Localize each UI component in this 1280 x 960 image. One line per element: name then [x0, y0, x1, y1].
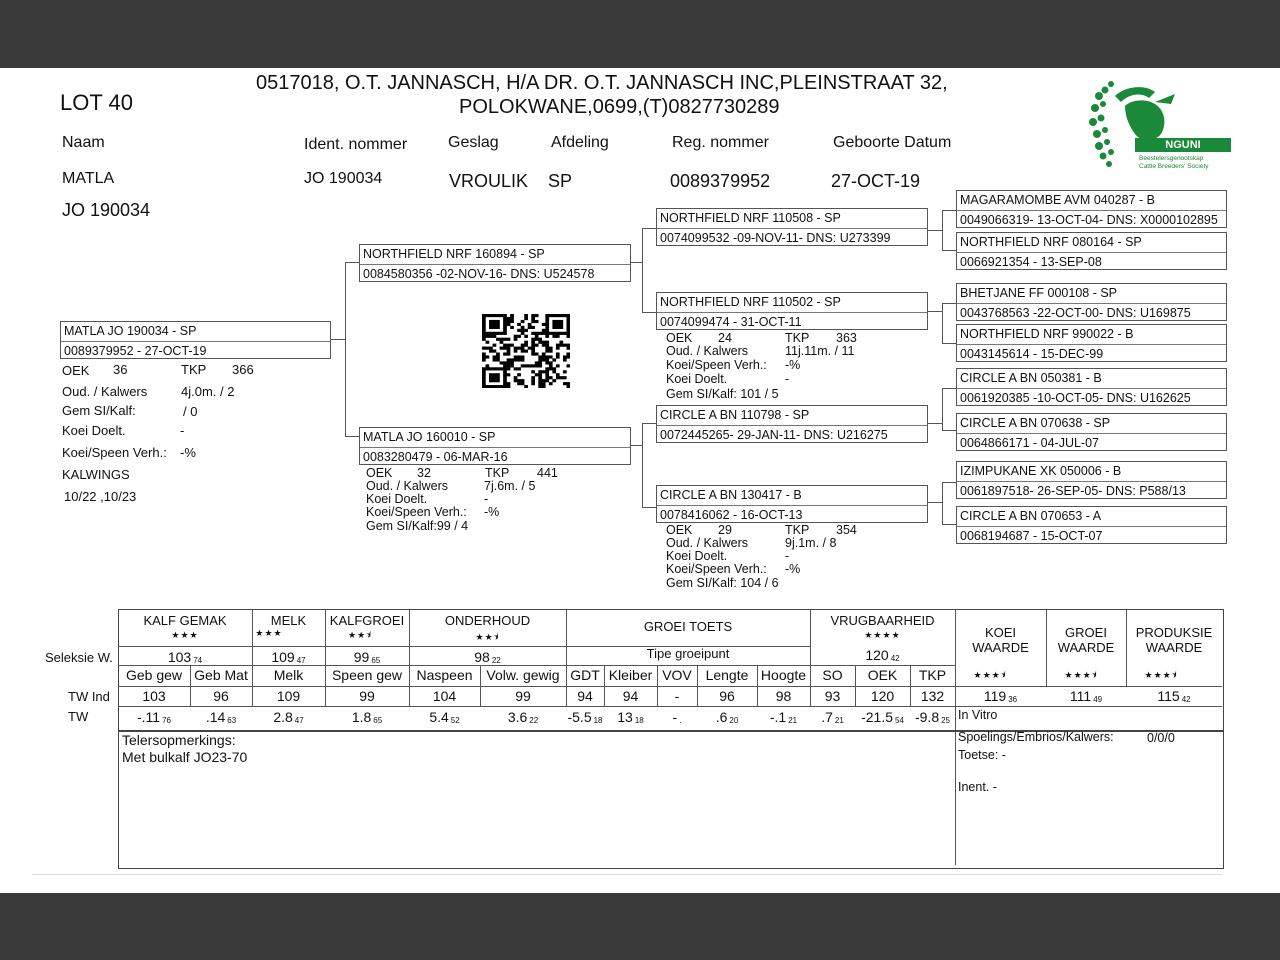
- row-label-seleksie: Seleksie W.: [45, 650, 113, 665]
- seleksie-kalf-gemak: 103 74: [167, 649, 203, 665]
- subject-name: MATLA JO 190034 - SP: [64, 324, 197, 338]
- inent: Inent. -: [958, 780, 997, 794]
- group-vrugbaarheid: VRUGBAARHEID: [830, 613, 935, 628]
- subject-speen-label: Koei/Speen Verh.:: [62, 445, 167, 460]
- gp-reg: 0078416062 - 16-OCT-13: [660, 508, 803, 522]
- stars-groei-waarde: ★★★⯨: [1064, 670, 1098, 680]
- subject-gem-label: Gem SI/Kalf:: [62, 403, 136, 418]
- gp2-gem: Gem SI/Kalf: 101 / 5: [666, 387, 779, 401]
- animal-tattoo: JO 190034: [62, 200, 151, 220]
- sire-name: NORTHFIELD NRF 160894 - SP: [363, 247, 545, 261]
- subject-tkp-label: TKP: [181, 362, 207, 377]
- koei-waarde-l1: KOEI: [984, 625, 1017, 640]
- ggp-name: CIRCLE A BN 050381 - B: [960, 371, 1102, 385]
- stars-produksie-waarde: ★★★⯨: [1144, 670, 1178, 680]
- gp-reg: 0074099532 -09-NOV-11- DNS: U273399: [660, 231, 891, 245]
- lot-number: LOT 40: [60, 90, 133, 115]
- gp2-oek-label: OEK: [666, 331, 693, 345]
- ggp-box-2: [956, 232, 1227, 270]
- qr-code: [482, 314, 570, 388]
- twind-value: 132: [920, 688, 945, 704]
- group-groei-toets: GROEI TOETS: [643, 619, 733, 634]
- produksie-waarde-l2: WAARDE: [1145, 640, 1203, 655]
- subject-tkp: 366: [232, 362, 254, 377]
- subject-oek: 36: [113, 362, 128, 377]
- ggp-name: NORTHFIELD NRF 080164 - SP: [960, 235, 1142, 249]
- animal-reg: 0089379952: [670, 171, 771, 191]
- twind-value: 96: [719, 688, 735, 704]
- gp2-speen: -%: [785, 358, 801, 372]
- logo-line-1: Beestelersgenootskap: [1139, 155, 1204, 162]
- dam-oud-label: Oud. / Kalwers: [366, 479, 448, 493]
- col-header: Volw. gewig: [486, 667, 560, 683]
- ggp-name: CIRCLE A BN 070638 - SP: [960, 416, 1111, 430]
- gp4-gem: Gem SI/Kalf: 104 / 6: [666, 576, 779, 590]
- header-geslag: Geslag: [448, 134, 499, 151]
- tw-value: .7 21: [821, 709, 844, 725]
- ggp-name: MAGARAMOMBE AVM 040287 - B: [960, 193, 1155, 207]
- nguni-logo: [1085, 76, 1235, 180]
- gp2-oek: 24: [718, 331, 732, 345]
- gp-box-4: [656, 485, 928, 523]
- twind-value: 104: [432, 688, 457, 704]
- gp4-oud: 9j.1m. / 8: [785, 536, 837, 550]
- spoelings-value: 0/0/0: [1147, 731, 1175, 745]
- ggp-box-5: [956, 368, 1227, 406]
- sire-reg: 0084580356 -02-NOV-16- DNS: U524578: [363, 267, 595, 281]
- ggp-reg: 0043768563 -22-OCT-00- DNS: U169875: [960, 306, 1191, 320]
- owner-line-2: POLOKWANE,0699,(T)0827730289: [459, 96, 780, 118]
- tw-value: 2.8 47: [273, 709, 304, 725]
- groei-waarde-l1: GROEI: [1065, 625, 1107, 640]
- gp-name: NORTHFIELD NRF 110502 - SP: [660, 295, 841, 309]
- row-label-twind: TW Ind: [68, 689, 110, 704]
- stars-kalf-gemak: ★★★: [171, 630, 199, 640]
- kalwings-value: 10/22 ,10/23: [64, 489, 137, 504]
- col-header: Speen gew: [331, 667, 403, 683]
- ggp-name: BHETJANE FF 000108 - SP: [960, 286, 1118, 300]
- waarde-value: 119 36: [983, 688, 1018, 704]
- seleksie-onderhoud: 98 22: [474, 649, 501, 665]
- logo-name: NGUNI: [1165, 139, 1201, 151]
- col-header: VOV: [662, 667, 692, 683]
- tw-value: -.1 21: [769, 709, 798, 725]
- remarks-text: Met bulkalf JO23-70: [122, 749, 248, 765]
- dam-name: MATLA JO 160010 - SP: [363, 430, 496, 444]
- ggp-box-3: [956, 283, 1227, 321]
- gp2-koei: -: [785, 372, 790, 386]
- gp2-tkp: 363: [836, 331, 857, 345]
- col-header: TKP: [918, 667, 947, 683]
- ggp-box-1: [956, 190, 1227, 228]
- col-header: OEK: [867, 667, 898, 683]
- gp4-koei-label: Koei Doelt.: [666, 549, 728, 563]
- header-afdeling: Afdeling: [551, 134, 609, 151]
- subject-reg: 0089379952 - 27-OCT-19: [64, 344, 207, 358]
- tw-value: - .: [672, 709, 682, 725]
- groei-waarde-l2: WAARDE: [1057, 640, 1115, 655]
- twind-value: 98: [775, 688, 792, 704]
- ggp-reg: 0064866171 - 04-JUL-07: [960, 436, 1099, 450]
- ggp-reg: 0061897518- 26-SEP-05- DNS: P588/13: [960, 484, 1186, 498]
- gp-name: CIRCLE A BN 130417 - B: [660, 488, 802, 502]
- col-header: Hoogte: [760, 667, 807, 683]
- ggp-reg: 0049066319- 13-OCT-04- DNS: X0000102895: [960, 213, 1218, 227]
- dam-oek: 32: [417, 466, 431, 480]
- spoelings-label: Spoelings/Embrios/Kalwers:: [958, 730, 1114, 744]
- gp4-oek: 29: [718, 523, 732, 537]
- subject-oek-label: OEK: [62, 363, 90, 378]
- twind-value: 99: [359, 688, 375, 704]
- tw-value: .6 20: [715, 709, 739, 725]
- tipe-groeipunt: Tipe groeipunt: [646, 646, 730, 661]
- header-geboorte: Geboorte Datum: [833, 134, 952, 151]
- subject-speen: -%: [180, 445, 196, 460]
- ggp-box-4: [956, 324, 1227, 362]
- gp-reg: 0074099474 - 31-OCT-11: [660, 315, 802, 329]
- tw-value: 5.4 52: [429, 709, 460, 725]
- animal-afdeling: SP: [548, 171, 573, 191]
- qr-code-icon: [482, 314, 570, 388]
- seleksie-melk: 109 47: [271, 649, 306, 665]
- gp2-oud-label: Oud. / Kalwers: [666, 344, 748, 358]
- ggp-box-6: [956, 413, 1227, 451]
- stars-vrugbaarheid: ★★★★: [864, 630, 901, 640]
- remarks-label: Telersopmerkings:: [122, 732, 236, 748]
- ggp-reg: 0043145614 - 15-DEC-99: [960, 347, 1104, 361]
- gp-box-2: [656, 292, 928, 330]
- col-header: Kleiber: [608, 667, 653, 683]
- twind-value: 103: [142, 688, 166, 704]
- gp2-speen-label: Koei/Speen Verh.:: [666, 358, 767, 372]
- ggp-reg: 0068194687 - 15-OCT-07: [960, 529, 1103, 543]
- dam-oud: 7j.6m. / 5: [484, 479, 536, 493]
- dam-tkp: 441: [537, 466, 558, 480]
- animal-naam: MATLA: [62, 170, 115, 187]
- gp4-oek-label: OEK: [666, 523, 693, 537]
- gp2-tkp-label: TKP: [785, 331, 810, 345]
- col-header: Melk: [273, 667, 304, 683]
- gp-name: CIRCLE A BN 110798 - SP: [660, 408, 810, 422]
- twind-value: 94: [622, 688, 639, 704]
- col-header: Geb Mat: [194, 667, 248, 683]
- tw-value: 3.6 22: [507, 709, 539, 725]
- remarks-area: [118, 730, 1224, 869]
- dam-reg: 0083280479 - 06-MAR-16: [363, 450, 508, 464]
- dam-oek-label: OEK: [366, 466, 393, 480]
- sire-box: [359, 244, 631, 282]
- gp-reg: 0072445265- 29-JAN-11- DNS: U216275: [660, 428, 888, 442]
- tw-value: -9.8 25: [914, 709, 951, 725]
- gp4-tkp-label: TKP: [785, 523, 810, 537]
- gp2-koei-label: Koei Doelt.: [666, 372, 728, 386]
- kalwings-label: KALWINGS: [62, 467, 130, 482]
- dam-tkp-label: TKP: [485, 466, 510, 480]
- twind-value: -: [674, 688, 680, 704]
- col-header: GDT: [570, 667, 600, 683]
- header-reg: Reg. nommer: [672, 134, 769, 151]
- seleksie-kalfgroei: 99 65: [353, 649, 381, 665]
- dam-box: [359, 427, 631, 465]
- produksie-waarde-l1: PRODUKSIE: [1135, 625, 1213, 640]
- tw-value: .14 63: [205, 709, 237, 725]
- ggp-name: IZIMPUKANE XK 050006 - B: [960, 464, 1122, 478]
- twind-value: 120: [870, 688, 895, 704]
- toetse: Toetse: -: [958, 748, 1006, 762]
- gp-box-3: [656, 405, 928, 443]
- dam-speen: -%: [484, 505, 500, 519]
- waarde-value: 111 49: [1069, 688, 1103, 704]
- group-onderhoud: ONDERHOUD: [444, 613, 531, 628]
- gp4-speen: -%: [785, 562, 801, 576]
- dam-speen-label: Koei/Speen Verh.:: [366, 505, 467, 519]
- stars-onderhoud: ★★⯨: [475, 632, 500, 642]
- tw-value: -21.5 54: [861, 709, 904, 725]
- twind-value: 96: [213, 688, 229, 704]
- gp4-koei: -: [785, 549, 790, 563]
- col-header: Geb gew: [125, 667, 183, 683]
- header-ident: Ident. nommer: [304, 136, 408, 153]
- gp4-speen-label: Koei/Speen Verh.:: [666, 562, 767, 576]
- koei-waarde-l2: WAARDE: [972, 640, 1029, 655]
- tw-value: -.11 76: [137, 709, 171, 725]
- seleksie-vrugbaarheid: 120 42: [865, 647, 900, 663]
- twind-value: 93: [824, 688, 841, 704]
- subject-gem: / 0: [183, 404, 198, 419]
- gp-name: NORTHFIELD NRF 110508 - SP: [660, 211, 841, 225]
- group-kalf-gemak: KALF GEMAK: [143, 613, 227, 628]
- ggp-reg: 0066921354 - 13-SEP-08: [960, 255, 1102, 269]
- group-melk: MELK: [270, 613, 307, 628]
- header-naam: Naam: [62, 134, 105, 151]
- gp-box-1: [656, 208, 928, 246]
- tw-value: -5.5 18: [567, 709, 603, 725]
- row-label-tw: TW: [68, 709, 89, 724]
- col-header: Naspeen: [416, 667, 473, 683]
- ggp-name: CIRCLE A BN 070653 - A: [960, 509, 1102, 523]
- stars-kalfgroei: ★★⯨: [348, 630, 372, 640]
- waarde-value: 115 42: [1157, 688, 1191, 704]
- dam-gem: Gem SI/Kalf:99 / 4: [366, 519, 469, 533]
- subject-oud: 4j.0m. / 2: [181, 384, 235, 399]
- twind-value: 99: [515, 688, 531, 704]
- ggp-box-8: [956, 506, 1227, 544]
- col-header: Lengte: [705, 667, 749, 683]
- owner-line-1: 0517018, O.T. JANNASCH, H/A DR. O.T. JANNASCH INC,PLEINSTRAAT 32,: [256, 72, 948, 94]
- twind-value: 94: [577, 688, 593, 704]
- twind-value: 109: [276, 688, 301, 704]
- logo-line-2: Cattle Breeders' Society: [1139, 163, 1209, 170]
- stars-melk: ★★★: [255, 628, 283, 638]
- subject-box: [60, 321, 331, 359]
- gp4-oud-label: Oud. / Kalwers: [666, 536, 748, 550]
- ggp-reg: 0061920385 -10-OCT-05- DNS: U162625: [960, 391, 1191, 405]
- tw-value: 1.8 65: [351, 709, 383, 725]
- animal-geboorte: 27-OCT-19: [831, 171, 921, 191]
- animal-geslag: VROULIK: [449, 171, 529, 191]
- subject-koei-label: Koei Doelt.: [62, 423, 126, 438]
- in-vitro-label: In Vitro: [958, 708, 998, 722]
- tw-value: 13 18: [617, 709, 644, 725]
- animal-ident: JO 190034: [304, 170, 383, 187]
- subject-oud-label: Oud. / Kalwers: [62, 384, 148, 399]
- gp2-oud: 11j.11m. / 11: [785, 344, 855, 358]
- subject-koei: -: [180, 423, 185, 438]
- catalogue-page: [0, 68, 1280, 893]
- dam-koei: -: [484, 492, 489, 506]
- stars-koei-waarde: ★★★⯨: [973, 670, 1007, 680]
- gp4-tkp: 354: [836, 523, 857, 537]
- dam-koei-label: Koei Doelt.: [366, 492, 428, 506]
- group-kalfgroei: KALFGROEI: [329, 613, 405, 628]
- ggp-box-7: [956, 461, 1227, 499]
- ggp-name: NORTHFIELD NRF 990022 - B: [960, 327, 1134, 341]
- col-header: SO: [822, 667, 843, 683]
